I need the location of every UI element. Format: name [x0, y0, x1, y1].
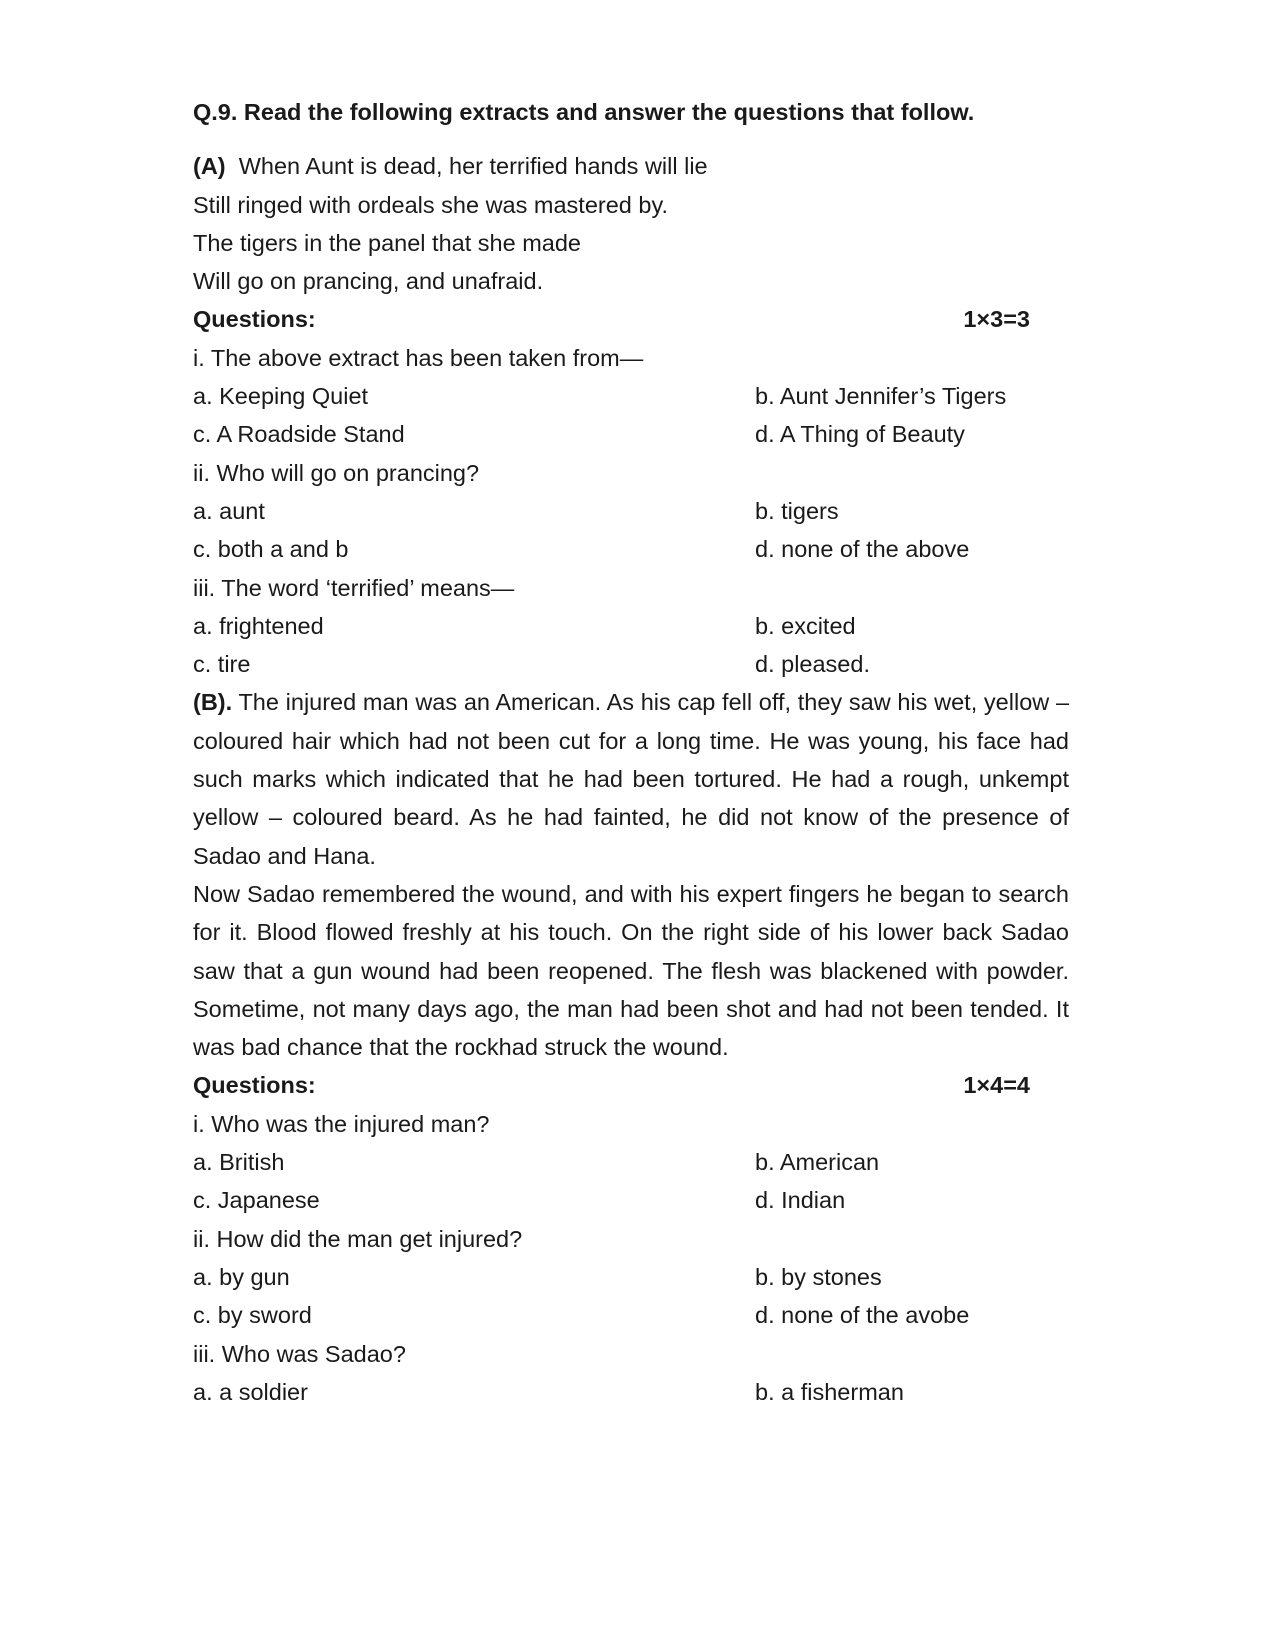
poem-line: Still ringed with ordeals she was mastered by. — [193, 191, 669, 218]
option: c. both a and b — [193, 536, 349, 563]
option: b. Aunt Jennifer’s Tigers — [755, 383, 1007, 410]
worksheet-page — [193, 93, 1069, 1411]
option: c. Japanese — [193, 1187, 320, 1214]
option: b. by stones — [755, 1263, 882, 1290]
marks-label: 1×3=3 — [963, 306, 1030, 333]
section-a — [193, 147, 1069, 683]
question-text: ii. Who will go on prancing? — [193, 459, 480, 486]
option: a. Keeping Quiet — [193, 383, 369, 410]
option: a. by gun — [193, 1263, 290, 1290]
option: a. a soldier — [193, 1378, 308, 1405]
option: d. none of the avobe — [755, 1302, 970, 1329]
option: b. tigers — [755, 497, 839, 524]
question-text: i. Who was the injured man? — [193, 1110, 490, 1137]
question-text: iii. The word ‘terrified’ means— — [193, 574, 515, 601]
option: a. aunt — [193, 497, 265, 524]
questions-label: Questions: — [193, 306, 316, 333]
questions-header — [193, 1066, 1030, 1104]
question-text: ii. How did the man get injured? — [193, 1225, 523, 1252]
questions-label: Questions: — [193, 1072, 316, 1099]
passage-text: The injured man was an American. As his cap fell off, they saw his wet, yellow – coloured hair which had not been cut for a long time. He was young, his face had such marks which indicated that he had been tortured. He had a rough, unkempt yellow – coloured beard. As he had fainted, he did not know of the presence of Sadao and Hana. — [193, 689, 1070, 869]
question-title: Q.9. Read the following extracts and answer the questions that follow. — [193, 99, 975, 125]
poem-line: Will go on prancing, and unafraid. — [193, 268, 544, 295]
option: a. British — [193, 1149, 285, 1176]
passage-paragraph — [193, 683, 1069, 874]
questions-header — [193, 300, 1030, 338]
option: d. A Thing of Beauty — [755, 421, 965, 448]
options-grid — [193, 377, 1069, 454]
spacer — [193, 131, 1069, 147]
option: a. frightened — [193, 612, 324, 639]
options-grid — [193, 1143, 1069, 1220]
question-text: iii. Who was Sadao? — [193, 1340, 406, 1367]
option: b. a fisherman — [755, 1378, 904, 1405]
section-b — [193, 683, 1069, 1411]
option: d. Indian — [755, 1187, 846, 1214]
marks-label: 1×4=4 — [963, 1072, 1030, 1099]
section-b-label: (B). — [193, 689, 233, 716]
poem-line-text: When Aunt is dead, her terrified hands will lie — [238, 153, 708, 180]
options-grid — [193, 1373, 1069, 1411]
poem-line — [193, 147, 1069, 185]
question-text: i. The above extract has been taken from— — [193, 344, 644, 371]
option: b. American — [755, 1149, 880, 1176]
option: c. by sword — [193, 1302, 312, 1329]
option: d. pleased. — [755, 651, 870, 678]
option: c. tire — [193, 651, 251, 678]
options-grid — [193, 1258, 1069, 1335]
passage-paragraph: Now Sadao remembered the wound, and with his expert fingers he began to search for it. Blood flowed freshly at his touch. On the right side of his lower back Sadao saw that a gun wound had been reopened. The flesh was blackened with powder. Sometime, not many days ago, the man had been shot and had not been tended. It was bad chance that the rockhad struck the wound. — [193, 880, 1069, 1061]
poem-line: The tigers in the panel that she made — [193, 229, 581, 256]
options-grid — [193, 607, 1069, 684]
option: c. A Roadside Stand — [193, 421, 405, 448]
options-grid — [193, 492, 1069, 569]
section-a-label: (A) — [193, 153, 226, 180]
option: b. excited — [755, 612, 856, 639]
option: d. none of the above — [755, 536, 970, 563]
